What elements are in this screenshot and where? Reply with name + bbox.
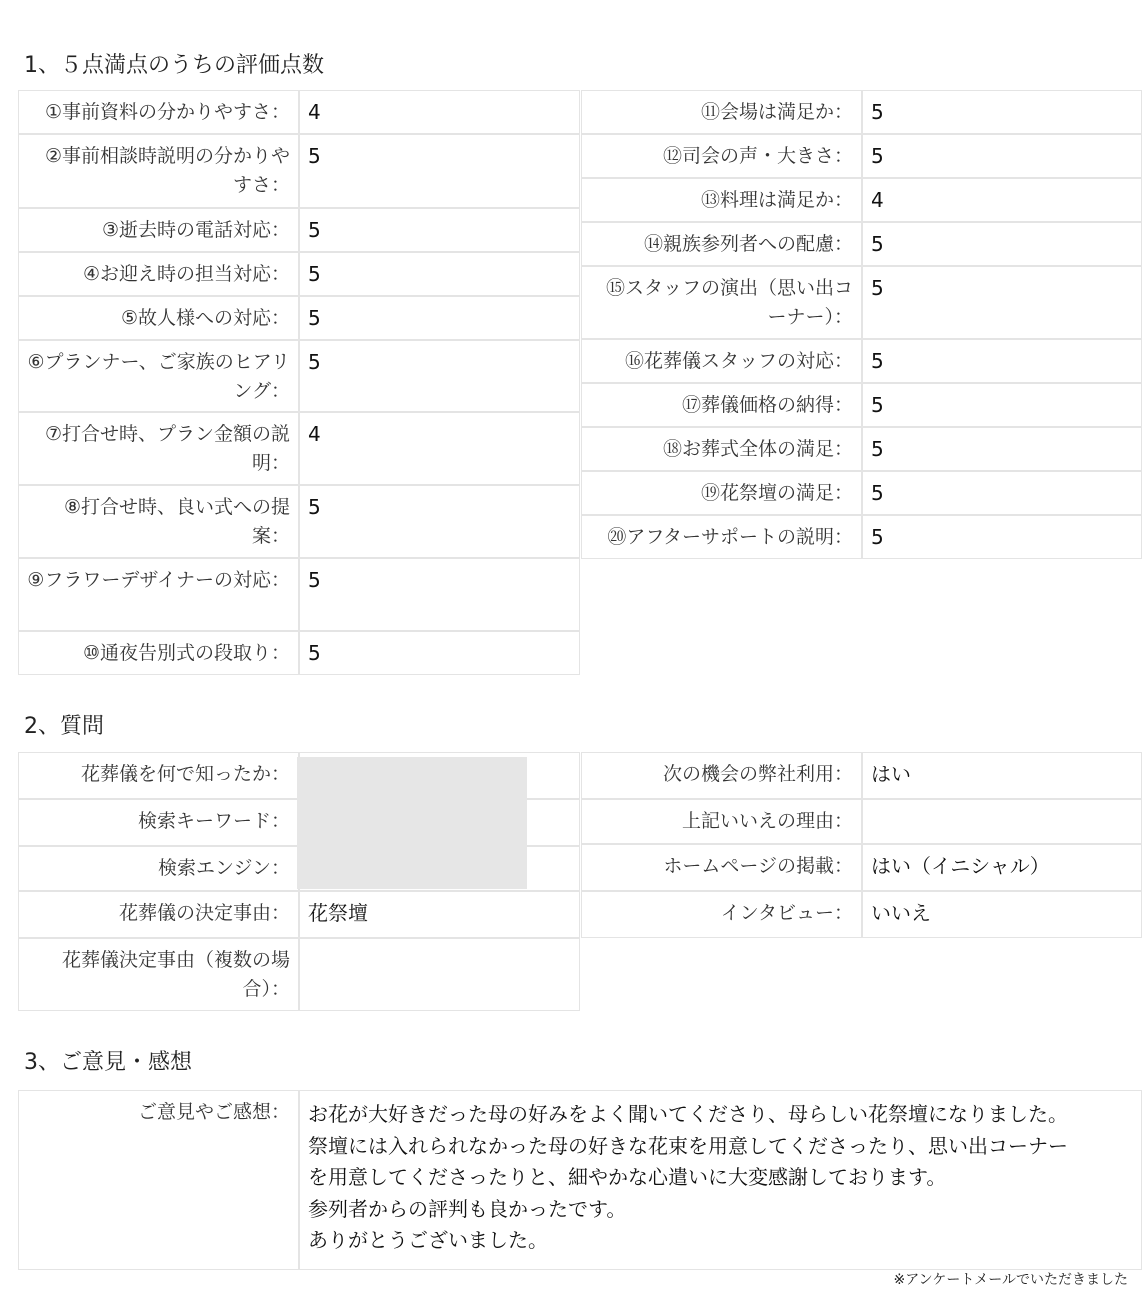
rating-label: ⑲花祭壇の満足： <box>581 471 862 515</box>
comment-line: お花が大好きだった母の好みをよく聞いてくださり、母らしい花祭壇になりました。 <box>308 1102 1068 1126</box>
rating-label: ⑱お葬式全体の満足： <box>581 427 862 471</box>
rating-label: ⑰葬儀価格の納得： <box>581 383 862 427</box>
rating-label: ⑥プランナー、ご家族のヒアリング： <box>18 340 299 412</box>
rating-label: ⑮スタッフの演出（思い出コーナー）： <box>581 266 862 339</box>
rating-value: 5 <box>299 558 580 631</box>
question-label: 花葬儀の決定事由： <box>18 891 299 938</box>
rating-value: 5 <box>862 222 1142 266</box>
question-value: はい <box>862 752 1142 799</box>
rating-label: ⑧打合せ時、良い式への提案： <box>18 485 299 558</box>
rating-value: 5 <box>299 485 580 558</box>
question-value: 花祭壇 <box>299 891 580 938</box>
footnote: ※アンケートメールでいただきました <box>893 1272 1128 1288</box>
section-2-title: 2、質問 <box>24 714 104 739</box>
rating-value: 5 <box>862 471 1142 515</box>
rating-value: 5 <box>862 134 1142 178</box>
section-1-title: 1、５点満点のうちの評価点数 <box>24 53 324 78</box>
rating-label: ⑨フラワーデザイナーの対応： <box>18 558 299 631</box>
rating-label: ⑭親族参列者への配慮： <box>581 222 862 266</box>
rating-value: 5 <box>862 515 1142 559</box>
rating-label: ④お迎え時の担当対応： <box>18 252 299 296</box>
rating-value: 5 <box>862 266 1142 339</box>
question-label: 検索エンジン： <box>18 846 299 891</box>
comment-label: ご意見やご感想： <box>18 1090 299 1270</box>
question-label: 花葬儀を何で知ったか： <box>18 752 299 799</box>
rating-value: 4 <box>862 178 1142 222</box>
rating-value: 5 <box>299 252 580 296</box>
rating-value: 5 <box>299 134 580 208</box>
comment-line: を用意してくださったりと、細やかな心遣いに大変感謝しております。 <box>308 1165 947 1189</box>
question-value <box>862 799 1142 844</box>
rating-value: 4 <box>299 90 580 134</box>
question-value <box>299 938 580 1011</box>
question-label: ホームページの掲載： <box>581 844 862 891</box>
rating-value: 5 <box>299 340 580 412</box>
question-label: インタビュー： <box>581 891 862 938</box>
comment-line: 祭壇には入れられなかった母の好きな花束を用意してくださったり、思い出コーナー <box>308 1133 1068 1158</box>
rating-value: 4 <box>299 412 580 485</box>
rating-label: ②事前相談時説明の分かりやすさ： <box>18 134 299 208</box>
rating-value: 5 <box>299 296 580 340</box>
rating-value: 5 <box>862 90 1142 134</box>
section-3-title: 3、ご意見・感想 <box>24 1050 192 1075</box>
rating-label: ①事前資料の分かりやすさ： <box>18 90 299 134</box>
question-label: 検索キーワード： <box>18 799 299 846</box>
rating-label: ⑤故人様への対応： <box>18 296 299 340</box>
rating-value: 5 <box>862 427 1142 471</box>
question-value: はい（イニシャル） <box>862 844 1142 891</box>
question-value: いいえ <box>862 891 1142 938</box>
rating-value: 5 <box>299 631 580 675</box>
comment-text <box>299 1090 1142 1270</box>
rating-label: ⑯花葬儀スタッフの対応： <box>581 339 862 383</box>
comment-line: 参列者からの評判も良かったです。 <box>308 1196 627 1221</box>
rating-value: 5 <box>862 383 1142 427</box>
rating-value: 5 <box>862 339 1142 383</box>
question-label: 次の機会の弊社利用： <box>581 752 862 799</box>
rating-value: 5 <box>299 208 580 252</box>
comment-line: ありがとうございました。 <box>308 1228 548 1252</box>
rating-label: ⑬料理は満足か： <box>581 178 862 222</box>
rating-label: ⑦打合せ時、プラン金額の説明： <box>18 412 299 485</box>
rating-label: ⑩通夜告別式の段取り： <box>18 631 299 675</box>
question-label: 花葬儀決定事由（複数の場合）： <box>18 938 299 1011</box>
rating-label: ⑪会場は満足か： <box>581 90 862 134</box>
question-label: 上記いいえの理由： <box>581 799 862 844</box>
rating-label: ⑫司会の声・大きさ： <box>581 134 862 178</box>
redacted-block <box>297 757 527 889</box>
rating-label: ③逝去時の電話対応： <box>18 208 299 252</box>
rating-label: ⑳アフターサポートの説明： <box>581 515 862 559</box>
